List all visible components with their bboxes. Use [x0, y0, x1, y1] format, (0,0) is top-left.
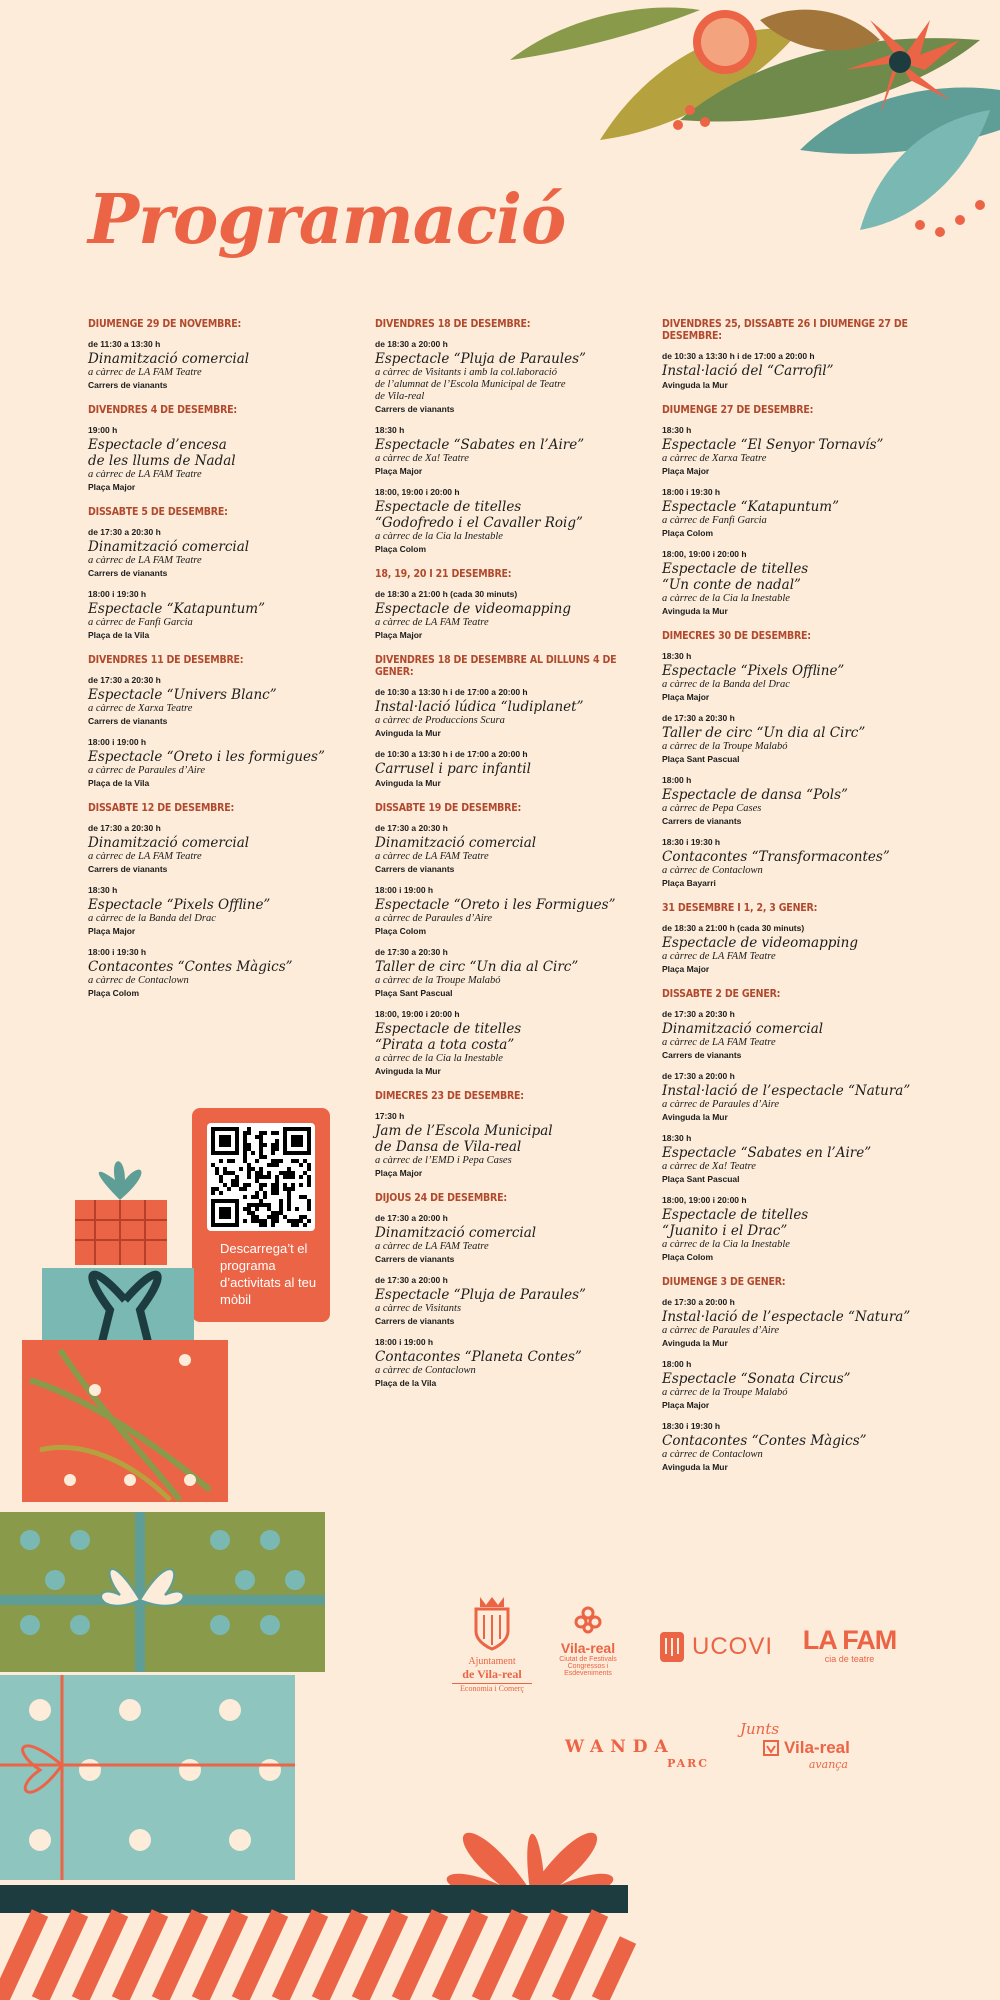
event-item — [375, 339, 645, 414]
event-item — [375, 487, 645, 554]
event-item — [375, 1009, 645, 1076]
event-place: Avinguda la Mur — [662, 1462, 728, 1472]
event-time: de 18:30 a 20:00 h — [375, 339, 448, 349]
event-item — [662, 1009, 962, 1060]
event-time: de 11:30 a 13:30 h — [88, 339, 161, 349]
event-place: Plaça Colom — [662, 528, 714, 538]
event-place: Plaça de la Vila — [88, 630, 150, 640]
event-name: Espectacle “Oreto i les Formigues” — [375, 897, 616, 913]
event-place: Avinguda la Mur — [662, 1338, 728, 1348]
event-name: Espectacle de titelles “Juanito i el Drac” — [662, 1207, 809, 1239]
event-item — [88, 885, 338, 936]
event-organizer: a càrrec de la Banda del Drac — [88, 913, 216, 924]
event-time: 18:30 i 19:30 h — [662, 837, 721, 847]
day-block — [375, 654, 645, 788]
event-item — [662, 1071, 962, 1122]
day-block — [662, 902, 962, 974]
event-item — [375, 749, 645, 788]
event-organizer: a càrrec de Paraules d’Aire — [375, 913, 493, 924]
event-time: de 17:30 a 20:30 h — [375, 823, 448, 833]
event-place: Plaça Sant Pascual — [662, 754, 740, 764]
event-organizer: a càrrec de LA FAM Teatre — [88, 555, 202, 566]
event-name: Espectacle “Pluja de Paraules” — [375, 1287, 586, 1303]
event-item — [88, 425, 338, 492]
event-name: Dinamització comercial — [88, 351, 250, 367]
vilareal-fest-line1: Vila-real — [560, 1640, 616, 1656]
event-time: de 17:30 a 20:30 h — [662, 1009, 735, 1019]
event-time: 17:30 h — [375, 1111, 405, 1121]
event-time: de 17:30 a 20:00 h — [662, 1297, 735, 1307]
event-place: Plaça Major — [662, 466, 710, 476]
day-block — [88, 506, 338, 640]
day-heading: DIUMENGE 29 DE NOVEMBRE: — [88, 318, 242, 330]
event-item — [375, 589, 645, 640]
vilareal-fest-line2: Ciutat de Festivals — [559, 1656, 617, 1663]
event-organizer: a càrrec de LA FAM Teatre — [375, 1241, 489, 1252]
day-heading: DIUMENGE 27 DE DESEMBRE: — [662, 404, 814, 416]
event-name: Espectacle “Pixels Offline” — [662, 663, 845, 679]
event-name: Instal·lació de l’espectacle “Natura” — [662, 1083, 911, 1099]
vilareal-fest-line3: Congressos i — [567, 1663, 609, 1670]
event-time: 18:00 i 19:00 h — [375, 885, 434, 895]
gift-small-top — [75, 1161, 167, 1265]
logo-wanda-parc — [565, 1737, 715, 1770]
event-item — [662, 713, 962, 764]
event-organizer: a càrrec de Contaclown — [662, 1449, 763, 1460]
event-item — [88, 589, 338, 640]
day-heading: DISSABTE 5 DE DESEMBRE: — [88, 506, 228, 518]
event-name: Taller de circ “Un dia al Circ” — [662, 725, 866, 741]
event-place: Avinguda la Mur — [662, 1112, 728, 1122]
event-time: 18:00, 19:00 i 20:00 h — [375, 1009, 460, 1019]
event-place: Plaça Major — [375, 466, 423, 476]
event-name: Espectacle “Univers Blanc” — [88, 687, 277, 703]
event-organizer: a càrrec de la Cia la Inestable — [375, 531, 503, 542]
event-item — [662, 837, 962, 888]
coat-of-arms-icon — [470, 1595, 514, 1651]
event-organizer: a càrrec de Contaclown — [88, 975, 189, 986]
event-organizer: a càrrec de Paraules d’Aire — [662, 1325, 780, 1336]
day-block — [662, 1276, 962, 1472]
event-organizer: a càrrec de LA FAM Teatre — [375, 617, 489, 628]
event-place: Avinguda la Mur — [662, 380, 728, 390]
event-item — [375, 885, 645, 936]
event-item — [88, 823, 338, 874]
qr-caption: Descarrega’t el programa d’activitats al teu mòbil — [220, 1241, 317, 1307]
event-name: Espectacle de titelles “Un conte de nadal” — [662, 561, 809, 593]
logo-lafam — [802, 1626, 897, 1664]
event-time: 18:00 h — [662, 1359, 692, 1369]
day-heading: DIVENDRES 4 DE DESEMBRE: — [88, 404, 238, 416]
event-organizer: a càrrec de Xa! Teatre — [662, 1161, 756, 1172]
event-name: Espectacle “Oreto i les formigues” — [88, 749, 325, 765]
event-place: Plaça Major — [88, 926, 136, 936]
event-organizer: a càrrec de Visitants i amb la col.laboració de l’alumnat de l’Escola Municipal de Teatre de Vila-real — [375, 367, 566, 402]
event-time: de 10:30 a 13:30 h i de 17:00 a 20:00 h — [375, 687, 528, 697]
event-name: Espectacle “Katapuntum” — [88, 601, 265, 617]
day-block — [662, 988, 962, 1262]
event-place: Carrers de vianants — [662, 816, 742, 826]
event-time: de 10:30 a 13:30 h i de 17:00 a 20:00 h — [375, 749, 528, 759]
event-item — [662, 1359, 962, 1410]
event-name: Espectacle “Sabates en l’Aire” — [375, 437, 585, 453]
lafam-line1: LA FAM — [802, 1625, 897, 1655]
day-heading: DISSABTE 2 DE GENER: — [662, 988, 781, 1000]
event-organizer: a càrrec de Fanfi Garcia — [88, 617, 193, 628]
day-block — [662, 404, 962, 616]
event-name: Dinamització comercial — [88, 835, 250, 851]
junts-line3: avança — [808, 1758, 848, 1771]
day-heading: DISSABTE 19 DE DESEMBRE: — [375, 802, 522, 814]
event-item — [88, 737, 338, 788]
event-organizer: a càrrec de la Cia la Inestable — [662, 593, 790, 604]
event-place: Plaça Bayarri — [662, 878, 716, 888]
day-heading: 31 DESEMBRE I 1, 2, 3 GENER: — [662, 902, 818, 914]
flower-icon — [573, 1605, 603, 1635]
event-time: 18:30 h — [88, 885, 118, 895]
event-item — [662, 1195, 962, 1262]
event-organizer: a càrrec de LA FAM Teatre — [88, 469, 202, 480]
day-heading: DIVENDRES 25, DISSABTE 26 I DIUMENGE 27 DE DESEMBRE: — [662, 318, 908, 342]
event-time: 19:00 h — [88, 425, 118, 435]
event-time: 18:30 i 19:30 h — [662, 1421, 721, 1431]
event-place: Avinguda la Mur — [375, 728, 441, 738]
gift-green-polka — [0, 1512, 325, 1672]
logo-junts-vilareal — [740, 1720, 890, 1771]
event-time: 18:30 h — [662, 425, 692, 435]
event-time: 18:00, 19:00 i 20:00 h — [662, 549, 747, 559]
day-block — [662, 318, 962, 390]
event-name: Dinamització comercial — [375, 1225, 537, 1241]
gift-stack-illustration — [0, 1150, 640, 2000]
event-name: Dinamització comercial — [662, 1021, 824, 1037]
event-name: Espectacle “Sabates en l’Aire” — [662, 1145, 872, 1161]
event-place: Carrers de vianants — [375, 1254, 455, 1264]
gift-striped — [0, 1885, 628, 2000]
event-organizer: a càrrec de la Cia la Inestable — [375, 1053, 503, 1064]
event-time: de 17:30 a 20:00 h — [662, 1071, 735, 1081]
event-item — [88, 947, 338, 998]
event-item — [88, 339, 338, 390]
event-item — [375, 823, 645, 874]
christmas-foliage-decoration — [500, 0, 1000, 250]
event-name: Espectacle “Pluja de Paraules” — [375, 351, 586, 367]
wanda-line1: WANDA — [565, 1737, 675, 1757]
event-name: Espectacle de videomapping — [375, 601, 572, 617]
event-time: 18:00 i 19:30 h — [88, 589, 147, 599]
event-place: Plaça Colom — [662, 1252, 714, 1262]
event-name: Instal·lació lúdica “ludiplanet” — [375, 699, 584, 715]
gift-bow — [447, 1833, 614, 1894]
event-item — [662, 775, 962, 826]
event-place: Avinguda la Mur — [662, 606, 728, 616]
event-place: Plaça Major — [662, 692, 710, 702]
event-organizer: a càrrec de la Troupe Malabó — [662, 741, 788, 752]
day-block — [662, 630, 962, 888]
orange-slice-inner — [701, 18, 749, 66]
event-item — [375, 425, 645, 476]
event-place: Plaça Major — [88, 482, 136, 492]
event-name: Instal·lació de l’espectacle “Natura” — [662, 1309, 911, 1325]
event-item — [662, 651, 962, 702]
event-place: Plaça de la Vila — [88, 778, 150, 788]
logo-ucovi — [658, 1630, 774, 1664]
event-item — [662, 923, 962, 974]
event-organizer: a càrrec de Produccions Scura — [375, 715, 505, 726]
ajuntament-line1: Ajuntament — [468, 1656, 516, 1667]
vilareal-fest-line4: Esdeveniments — [564, 1670, 612, 1677]
event-name: Espectacle “El Senyor Tornavís” — [662, 437, 884, 453]
event-name: Contacontes “Contes Màgics” — [662, 1433, 867, 1449]
event-place: Avinguda la Mur — [375, 1066, 441, 1076]
day-block — [88, 318, 338, 390]
event-place: Plaça Sant Pascual — [375, 988, 453, 998]
page-title: Programació — [88, 180, 566, 260]
event-place: Carrers de vianants — [375, 864, 455, 874]
day-block — [375, 802, 645, 1076]
event-place: Avinguda la Mur — [375, 778, 441, 788]
event-item — [662, 351, 962, 390]
event-organizer: a càrrec de LA FAM Teatre — [88, 367, 202, 378]
event-name: Espectacle de titelles “Godofredo i el Cavaller Roig” — [375, 499, 583, 531]
event-place: Plaça de la Vila — [375, 1378, 437, 1388]
event-organizer: a càrrec de la Troupe Malabó — [662, 1387, 788, 1398]
event-time: 18:00 i 19:30 h — [88, 947, 147, 957]
event-place: Carrers de vianants — [662, 1050, 742, 1060]
logo-ajuntament — [452, 1595, 532, 1693]
gift-red-leaves — [22, 1340, 228, 1502]
event-name: Instal·lació del “Carrofil” — [662, 363, 834, 379]
event-organizer: a càrrec de Paraules d’Aire — [662, 1099, 780, 1110]
day-block — [88, 802, 338, 998]
event-item — [88, 675, 338, 726]
event-time: 18:00, 19:00 i 20:00 h — [375, 487, 460, 497]
event-item — [662, 487, 962, 538]
event-name: Dinamització comercial — [375, 835, 537, 851]
junts-line2: Vila-real — [784, 1738, 850, 1757]
ucovi-text: UCOVI — [692, 1633, 774, 1660]
event-name: Dinamització comercial — [88, 539, 250, 555]
event-time: de 17:30 a 20:30 h — [88, 527, 161, 537]
event-organizer: a càrrec de Contaclown — [662, 865, 763, 876]
schedule-column-1 — [88, 318, 338, 1012]
event-place: Carrers de vianants — [375, 404, 455, 414]
event-place: Plaça Colom — [88, 988, 140, 998]
event-organizer: a càrrec de la Cia la Inestable — [662, 1239, 790, 1250]
day-heading: DIJOUS 24 DE DESEMBRE: — [375, 1192, 507, 1204]
event-time: 18:30 h — [662, 1133, 692, 1143]
day-block — [375, 318, 645, 554]
event-name: Contacontes “Planeta Contes” — [375, 1349, 582, 1365]
event-name: Espectacle de videomapping — [662, 935, 859, 951]
event-name: Espectacle “Katapuntum” — [662, 499, 839, 515]
event-item — [662, 425, 962, 476]
event-organizer: a càrrec de Visitants — [375, 1303, 462, 1314]
event-name: Espectacle de dansa “Pols” — [662, 787, 848, 803]
event-place: Carrers de vianants — [88, 568, 168, 578]
heart-icon — [762, 1739, 780, 1757]
event-organizer: a càrrec de l’EMD i Pepa Cases — [375, 1155, 512, 1166]
lafam-line2: cia de teatre — [824, 1654, 875, 1664]
palm-leaf-left — [510, 7, 700, 60]
schedule-column-3 — [662, 318, 962, 1486]
event-organizer: a càrrec de LA FAM Teatre — [375, 851, 489, 862]
event-name: Espectacle “Pixels Offline” — [88, 897, 271, 913]
event-place: Carrers de vianants — [88, 380, 168, 390]
gift-teal-flowers — [0, 1675, 295, 1880]
day-block — [375, 568, 645, 640]
event-time: 18:00 i 19:00 h — [375, 1337, 434, 1347]
day-heading: DIMECRES 30 DE DESEMBRE: — [662, 630, 811, 642]
event-item — [88, 527, 338, 578]
event-place: Plaça Colom — [375, 544, 427, 554]
day-heading: DIUMENGE 3 DE GENER: — [662, 1276, 786, 1288]
event-name: Jam de l’Escola Municipal de Dansa de Vila-real — [375, 1123, 553, 1155]
event-place: Plaça Major — [662, 964, 710, 974]
ucovi-mark-icon — [658, 1630, 686, 1664]
event-time: 18:00 i 19:00 h — [88, 737, 147, 747]
event-name: Espectacle d’encesa de les llums de Nadal — [88, 437, 236, 469]
event-time: 18:00 i 19:30 h — [662, 487, 721, 497]
event-item — [662, 1297, 962, 1348]
event-place: Plaça Major — [662, 1400, 710, 1410]
event-time: 18:30 h — [375, 425, 405, 435]
event-name: Taller de circ “Un dia al Circ” — [375, 959, 579, 975]
event-item — [662, 549, 962, 616]
event-time: de 17:30 a 20:30 h — [662, 713, 735, 723]
event-name: Contacontes “Transformacontes” — [662, 849, 890, 865]
day-heading: DIVENDRES 18 DE DESEMBRE: — [375, 318, 531, 330]
event-place: Plaça Sant Pascual — [662, 1174, 740, 1184]
event-organizer: a càrrec de Pepa Cases — [662, 803, 762, 814]
event-time: 18:00, 19:00 i 20:00 h — [662, 1195, 747, 1205]
event-item — [662, 1133, 962, 1184]
event-time: de 17:30 a 20:30 h — [375, 947, 448, 957]
ajuntament-line3: Economia i Comerç — [452, 1683, 532, 1693]
event-time: de 17:30 a 20:00 h — [375, 1275, 448, 1285]
event-place: Plaça Major — [375, 630, 423, 640]
event-place: Carrers de vianants — [375, 1316, 455, 1326]
event-organizer: a càrrec de Fanfi Garcia — [662, 515, 767, 526]
event-name: Contacontes “Contes Màgics” — [88, 959, 293, 975]
event-item — [375, 947, 645, 998]
event-organizer: a càrrec de la Banda del Drac — [662, 679, 790, 690]
event-organizer: a càrrec de LA FAM Teatre — [88, 851, 202, 862]
event-time: 18:30 h — [662, 651, 692, 661]
event-time: de 17:30 a 20:00 h — [375, 1213, 448, 1223]
ajuntament-line2: de Vila-real — [462, 1667, 522, 1681]
event-name: Carrusel i parc infantil — [375, 761, 531, 777]
event-name: Espectacle de titelles “Pirata a tota costa” — [375, 1021, 522, 1053]
event-organizer: a càrrec de Xarxa Teatre — [88, 703, 193, 714]
day-heading: DIMECRES 23 DE DESEMBRE: — [375, 1090, 524, 1102]
event-place: Carrers de vianants — [88, 864, 168, 874]
event-organizer: a càrrec de LA FAM Teatre — [662, 1037, 776, 1048]
event-time: de 17:30 a 20:30 h — [88, 675, 161, 685]
junts-line1: Junts — [740, 1720, 780, 1738]
wanda-line2: PARC — [667, 1757, 709, 1770]
event-organizer: a càrrec de la Troupe Malabó — [375, 975, 501, 986]
day-heading: 18, 19, 20 I 21 DESEMBRE: — [375, 568, 512, 580]
event-time: de 10:30 a 13:30 h i de 17:00 a 20:00 h — [662, 351, 815, 361]
event-item — [375, 687, 645, 738]
event-place: Plaça Colom — [375, 926, 427, 936]
event-item — [662, 1421, 962, 1472]
logo-vilareal-festivals — [550, 1605, 626, 1677]
event-time: 18:00 h — [662, 775, 692, 785]
event-time: de 18:30 a 21:00 h (cada 30 minuts) — [375, 589, 518, 599]
day-heading: DISSABTE 12 DE DESEMBRE: — [88, 802, 235, 814]
event-place: Carrers de vianants — [88, 716, 168, 726]
day-heading: DIVENDRES 11 DE DESEMBRE: — [88, 654, 244, 666]
event-organizer: a càrrec de Paraules d’Aire — [88, 765, 206, 776]
event-place: Plaça Major — [375, 1168, 423, 1178]
event-organizer: a càrrec de Xa! Teatre — [375, 453, 469, 464]
event-organizer: a càrrec de LA FAM Teatre — [662, 951, 776, 962]
day-block — [88, 654, 338, 788]
day-block — [88, 404, 338, 492]
event-time: de 18:30 a 21:00 h (cada 30 minuts) — [662, 923, 805, 933]
event-time: de 17:30 a 20:30 h — [88, 823, 161, 833]
event-organizer: a càrrec de Contaclown — [375, 1365, 476, 1376]
gift-teal — [42, 1268, 194, 1350]
day-heading: DIVENDRES 18 DE DESEMBRE AL DILLUNS 4 DE GENER: — [375, 654, 617, 678]
event-name: Espectacle “Sonata Circus” — [662, 1371, 851, 1387]
event-organizer: a càrrec de Xarxa Teatre — [662, 453, 767, 464]
